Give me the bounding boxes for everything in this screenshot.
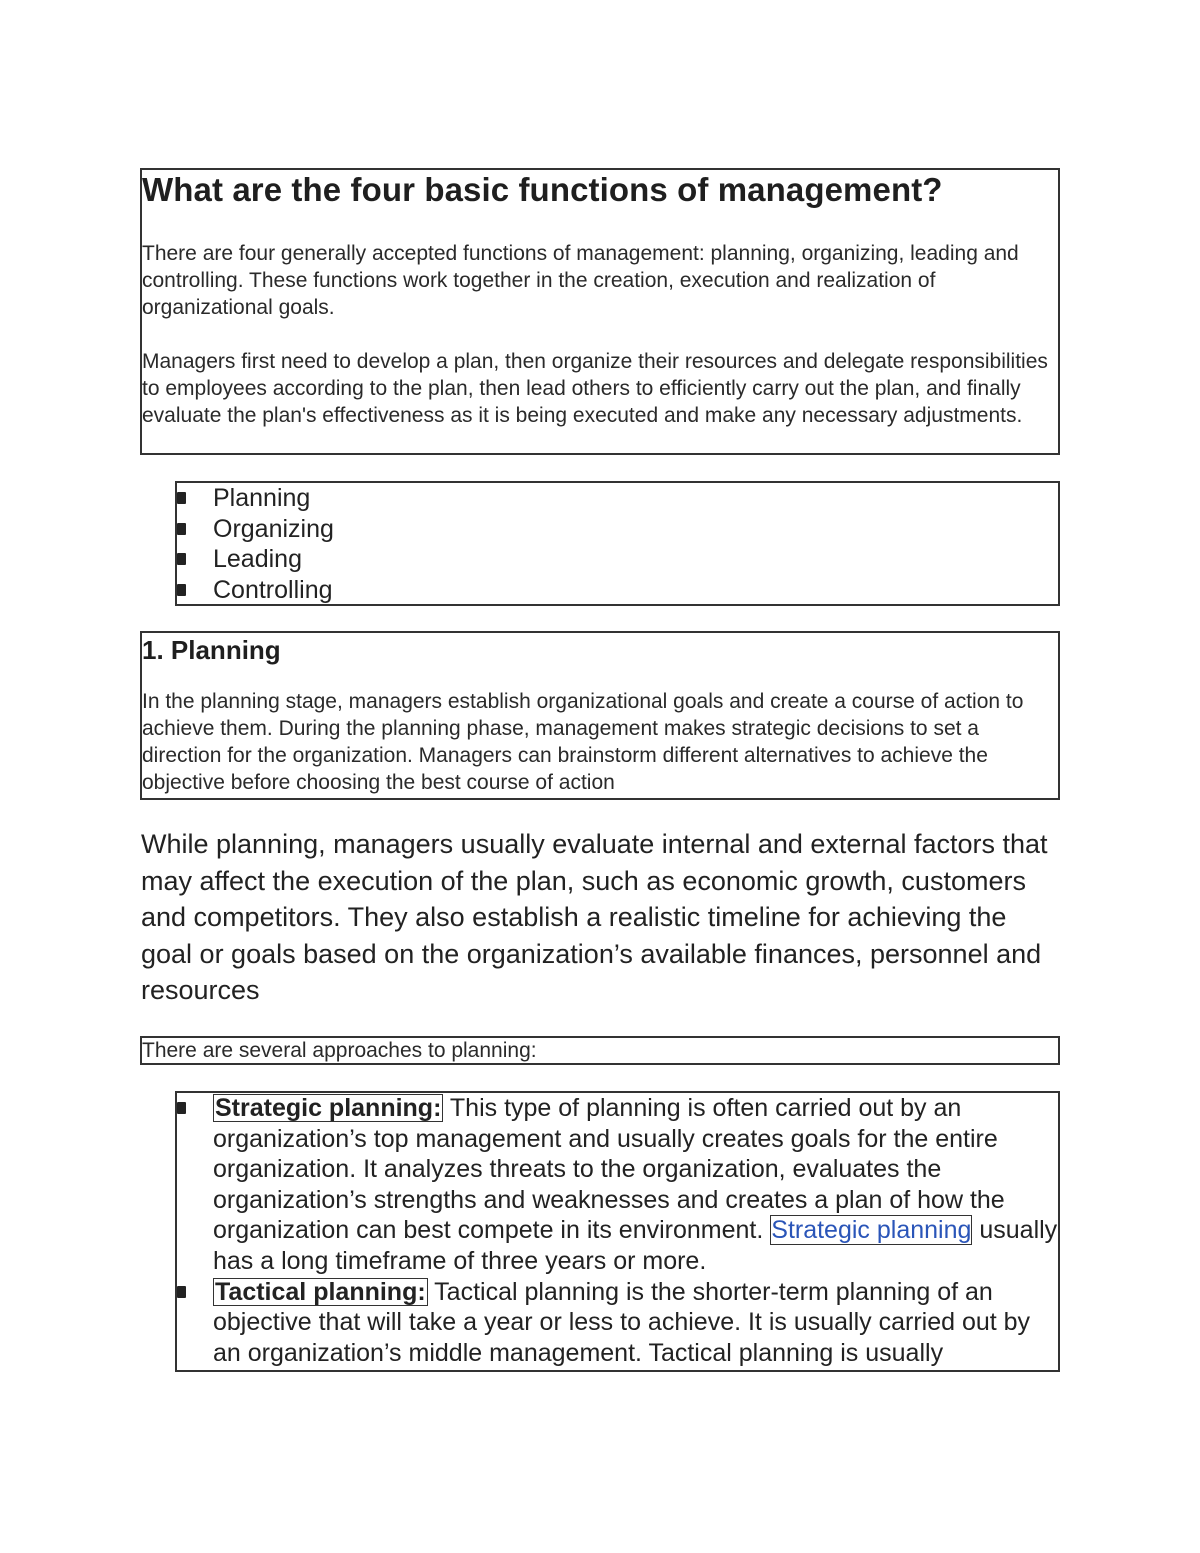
list-item-label: Planning — [213, 484, 311, 512]
approaches-list-section — [175, 1091, 1060, 1372]
planning-section — [140, 631, 1060, 800]
approaches-intro-section — [140, 1036, 1060, 1065]
list-item — [177, 544, 1058, 575]
section-heading: 1. Planning — [142, 635, 281, 665]
functions-list-section — [175, 481, 1060, 606]
list-item — [177, 575, 1058, 606]
list-item-label: Organizing — [213, 514, 334, 543]
bullet-icon — [177, 584, 186, 596]
intro-paragraph-2: Managers first need to develop a plan, then organize their resources and delegate responsibilities to employees according to the plan, then lead others to efficiently carry out the plan, and finally evaluate the plan's effectiveness as it is being executed and make any necessary adjustments. — [142, 350, 1048, 427]
approach-term: Tactical planning: — [215, 1277, 426, 1306]
approach-text-after: usually has a long timeframe of three years or more. — [213, 1216, 1058, 1275]
approach-text: Tactical planning is the shorter-term planning of an objective that will take a year or less to achieve. It is usually carried out by an organization’s middle management. Tactical planning is usually — [213, 1277, 1031, 1367]
list-item — [177, 1093, 1058, 1277]
bullet-icon — [177, 492, 186, 504]
planning-followup-paragraph: While planning, managers usually evaluate internal and external factors that may affect the execution of the plan, such as economic growth, customers and competitors. They also establish a realistic timeline for achieving the goal or goals based on the organization’s available finances, personnel and resources — [141, 829, 1048, 1006]
bullet-icon — [177, 523, 186, 535]
approaches-list — [177, 1093, 1058, 1368]
strategic-planning-link[interactable]: Strategic planning — [771, 1216, 972, 1245]
bullet-icon — [177, 1102, 186, 1114]
bullet-icon — [177, 1286, 186, 1298]
approach-text: This type of planning is often carried out by an organization’s top management and usually creates goals for the entire organization. It analyzes threats to the organization, evaluates the organization’s strengths and weaknesses and creates a plan of how the organization can best compete in its environment. — [213, 1094, 1005, 1245]
list-item — [177, 1277, 1058, 1369]
intro-paragraph-1: There are four generally accepted functions of management: planning, organizing, leading and controlling. These functions work together in the creation, execution and realization of organizational goals. — [142, 242, 1019, 319]
list-item-label: Leading — [213, 545, 302, 573]
list-item — [177, 483, 1058, 514]
list-item-label: Controlling — [213, 575, 333, 604]
functions-list — [177, 483, 1058, 605]
planning-paragraph: In the planning stage, managers establish organizational goals and create a course of action to achieve them. During the planning phase, management makes strategic decisions to set a direction for the organization. Managers can brainstorm different alternatives to achieve the objective before choosing the best course of action — [142, 690, 1024, 794]
list-item — [177, 514, 1058, 545]
intro-section — [140, 168, 1060, 455]
bullet-icon — [177, 553, 186, 565]
page-title: What are the four basic functions of management? — [142, 171, 943, 208]
approach-term: Strategic planning: — [215, 1094, 442, 1122]
approaches-intro: There are several approaches to planning: — [142, 1039, 537, 1062]
